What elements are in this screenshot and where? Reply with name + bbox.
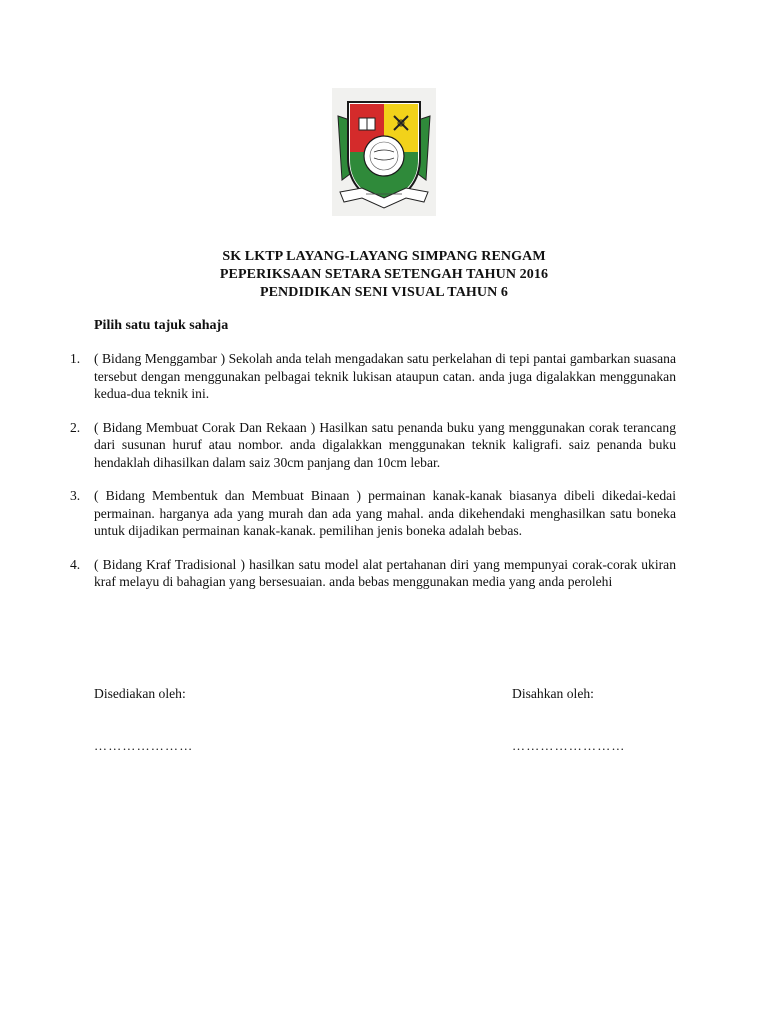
exam-header — [0, 248, 768, 302]
question-text: ( Bidang Membuat Corak Dan Rekaan ) Hasilkan satu penanda buku yang menggunakan corak terancang dari susunan huruf atau nombor. anda digalakkan menggunakan teknik kaligrafi. saiz penanda buku hendaklah dihasilkan dalam saiz 30cm panjang dan 10cm lebar. — [94, 419, 676, 470]
question-number: 4. — [70, 556, 81, 572]
approved-signature-line: …………………… — [512, 738, 626, 753]
instruction-text: Pilih satu tajuk sahaja — [94, 318, 229, 333]
question-number: 1. — [70, 351, 81, 366]
question-list — [64, 350, 676, 607]
exam-title: PEPERIKSAAN SETARA SETENGAH TAHUN 2016 — [219, 267, 549, 282]
question-item — [64, 556, 676, 591]
question-item — [64, 487, 676, 540]
question-item — [64, 419, 676, 472]
prepared-signature-line: ………………… — [94, 738, 194, 753]
approved-by-label: Disahkan oleh: — [512, 686, 594, 701]
school-name: SK LKTP LAYANG-LAYANG SIMPANG RENGAM — [222, 249, 546, 264]
prepared-by-label: Disediakan oleh: — [94, 686, 186, 701]
subject-title: PENDIDIKAN SENI VISUAL TAHUN 6 — [259, 285, 509, 300]
question-text: ( Bidang Menggambar ) Sekolah anda telah mengadakan satu perkelahan di tepi pantai gambarkan suasana tersebut dengan menggunakan pelbagai teknik lukisan ataupun catan. anda juga digalakkan menggunakan kedua-dua teknik ini. — [94, 351, 676, 401]
question-number: 3. — [70, 488, 81, 503]
question-text: ( Bidang Kraf Tradisional ) hasilkan satu model alat pertahanan diri yang mempunyai corak-corak ukiran kraf melayu di bahagian yang bersesuaian. anda bebas menggunakan media yang anda perolehi — [94, 556, 676, 589]
question-item — [64, 350, 676, 403]
question-text: ( Bidang Membentuk dan Membuat Binaan ) permainan kanak-kanak biasanya dibeli dikedai-kedai permainan. harganya ada yang murah dan ada yang mahal. anda dikehendaki menghasilkan satu boneka untuk dijadikan permainan kanak-kanak. pemilihan jenis boneka adalah bebas. — [94, 488, 676, 538]
question-number: 2. — [70, 419, 81, 435]
school-crest-logo — [332, 88, 436, 216]
